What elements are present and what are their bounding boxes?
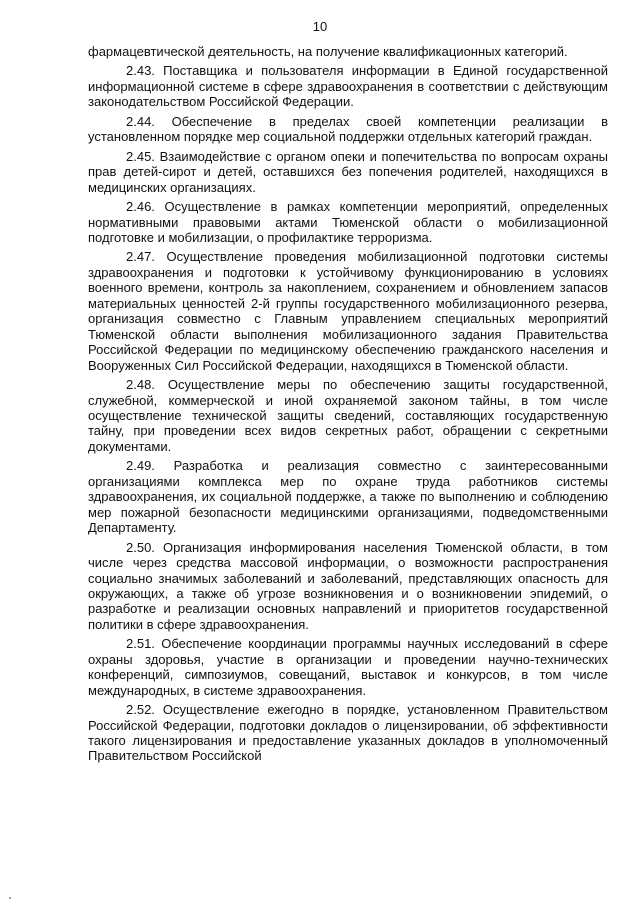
page-number: 10 bbox=[312, 19, 328, 34]
paragraph-2-50: 2.50. Организация информирования населения Тюменской области, в том числе через средства массовой информации, о возможности распространения социально значимых заболеваний и заболеваний, представляющих опасность для окружающих, а также об угрозе возникновения и о возникновении эпидемий, о разработке и реализации основных направлений и приоритетов государственной политики в сфере здравоохранения. bbox=[88, 539, 608, 632]
paragraph-2-47: 2.47. Осуществление проведения мобилизационной подготовки системы здравоохранения и подготовки к устойчивому функционированию в условиях военного времени, контроль за накоплением, сохранением и обновлением запасов материальных ценностей 2-й группы государственного мобилизационного резерва, организация совместно с Главным управлением специальных мероприятий Тюменской области выполнения мобилизационного задания Правительства Российской Федерации по медицинскому обеспечению гражданского населения и Вооруженных Сил Российской Федерации, находящихся в Тюменской области. bbox=[88, 249, 608, 373]
paragraph-2-52: 2.52. Осуществление ежегодно в порядке, установленном Правительством Российской Федерации, подготовки докладов о лицензировании, об эффективности такого лицензирования и предоставление указанных докладов в уполномоченный Правительством Российской bbox=[88, 702, 608, 764]
paragraph-continuation: фармацевтической деятельность, на получение квалификационных категорий. bbox=[88, 44, 568, 59]
paragraph-2-49: 2.49. Разработка и реализация совместно с заинтересованными организациями комплекса мер по охране труда работников системы здравоохранения, их социальной поддержке, а также по выполнению и соблюдению мер пожарной безопасности медицинскими организациями, подведомственными Департаменту. bbox=[88, 458, 608, 536]
paragraph-2-46: 2.46. Осуществление в рамках компетенции мероприятий, определенных нормативными правовыми актами Тюменской области о мобилизационной подготовке и мобилизации, о профилактике терроризма. bbox=[88, 199, 608, 245]
paragraph-2-45: 2.45. Взаимодействие с органом опеки и попечительства по вопросам охраны прав детей-сирот и детей, оставшихся без попечения родителей, находящихся в медицинских организациях. bbox=[88, 148, 608, 195]
paragraph-2-48: 2.48. Осуществление меры по обеспечению защиты государственной, служебной, коммерческой и иной охраняемой законом тайны, в том числе осуществление технической защиты сведений, составляющих государственную тайну, при проведении всех видов секретных работ, обращении с секретными документами. bbox=[88, 377, 608, 454]
scan-speck bbox=[9, 897, 11, 899]
paragraph-2-51: 2.51. Обеспечение координации программы научных исследований в сфере охраны здоровья, участие в организации и проведении научно-технических конференций, симпозиумов, совещаний, выставок и конкурсов, в том числе международных, в системе здравоохранения. bbox=[88, 636, 608, 698]
document-body bbox=[88, 44, 608, 768]
paragraph-2-44: 2.44. Обеспечение в пределах своей компетенции реализации в установленном порядке мер социальной поддержки отдельных категорий граждан. bbox=[88, 113, 608, 145]
paragraph-2-43: 2.43. Поставщика и пользователя информации в Единой государственной информационной системе в сфере здравоохранения в соответствии с действующим законодательством Российской Федерации. bbox=[88, 63, 608, 110]
